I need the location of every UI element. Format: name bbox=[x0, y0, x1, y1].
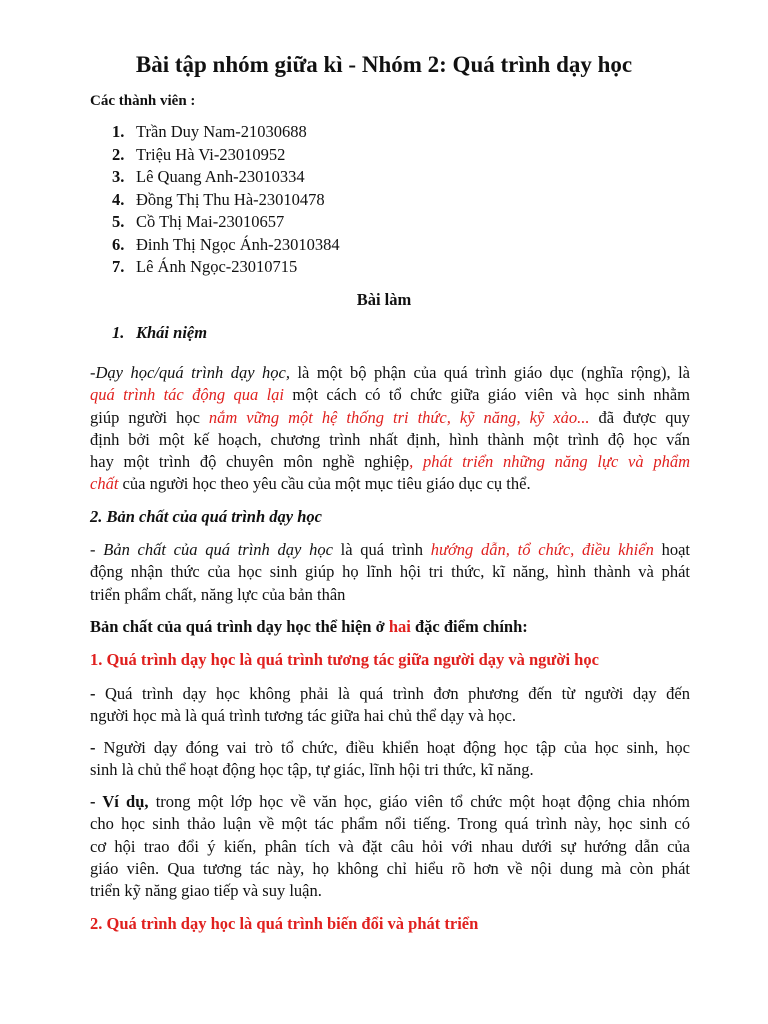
document-title: Bài tập nhóm giữa kì - Nhóm 2: Quá trình dạy học bbox=[135, 52, 633, 77]
feature-1-example: - Ví dụ, trong một lớp học về văn học, giáo viên tổ chức một hoạt động chia nhóm cho học sinh thảo luận về một tác phẩm nổi tiếng. Trong quá trình này, học sinh có cơ hội trao đổi ý kiến, phân tích và đặt câu hỏi với nhau dưới sự hướng dẫn của giáo viên. Qua tương tác này, họ không chỉ hiểu rõ hơn về nội dung mà còn phát triển kỹ năng giao tiếp và suy luận. bbox=[90, 792, 691, 901]
list-item: 7. Lê Ánh Ngọc-23010715 bbox=[112, 257, 298, 276]
list-item: 4. Đồng Thị Thu Hà-23010478 bbox=[112, 190, 325, 209]
section-2-heading: 2. Bản chất của quá trình dạy học bbox=[90, 507, 322, 526]
list-item: 6. Đinh Thị Ngọc Ánh-23010384 bbox=[112, 235, 340, 254]
list-item: 1. Trần Duy Nam-21030688 bbox=[112, 122, 307, 141]
section-1-heading: 1. Khái niệm bbox=[112, 323, 208, 342]
list-item: 3. Lê Quang Anh-23010334 bbox=[112, 167, 305, 186]
feature-1-paragraph-2: - Người dạy đóng vai trò tổ chức, điều khiển hoạt động học tập của học sinh, học sinh là chủ thể hoạt động học tập, tự giác, lĩnh hội tri thức, kĩ năng. bbox=[90, 738, 691, 780]
feature-1-heading: 1. Quá trình dạy học là quá trình tương tác giữa người dạy và người học bbox=[90, 650, 599, 669]
feature-1-paragraph-1: - Quá trình dạy học không phải là quá trình đơn phương đến từ người dạy đến người học mà là quá trình tương tác giữa hai chủ thể dạy và học. bbox=[90, 684, 690, 726]
essence-paragraph: - Bản chất của quá trình dạy học là quá trình hướng dẫn, tổ chức, điều khiển hoạt động nhận thức của học sinh giúp họ lĩnh hội tri thức, kĩ năng, hình thành và phát triển phẩm chất, năng lực của bản thân bbox=[90, 540, 690, 604]
members-label: Các thành viên : bbox=[90, 93, 196, 109]
list-item: 5. Cồ Thị Mai-23010657 bbox=[112, 212, 285, 231]
definition-paragraph: -Dạy học/quá trình dạy học, là một bộ phận của quá trình giáo dục (nghĩa rộng), là quá trình tác động qua lại một cách có tổ chức giữa giáo viên và học sinh nhằm giúp người học nắm vững một hệ thống tri thức, kỹ năng, kỹ xảo... đã được quy định bởi một kế hoạch, chương trình nhất định, hình thành một trình độ học vấn hay một trình độ chuyên môn nghề nghiệp, phát triển những năng lực và phẩm chất của người học theo yêu cầu của một mục tiêu giáo dục cụ thể. bbox=[90, 363, 690, 494]
list-item: 2. Triệu Hà Vi-23010952 bbox=[112, 145, 286, 164]
section-heading: Bài làm bbox=[356, 290, 412, 309]
essence-summary: Bản chất của quá trình dạy học thể hiện ở hai đặc điểm chính: bbox=[90, 617, 528, 636]
feature-2-heading: 2. Quá trình dạy học là quá trình biến đổi và phát triển bbox=[90, 914, 479, 933]
